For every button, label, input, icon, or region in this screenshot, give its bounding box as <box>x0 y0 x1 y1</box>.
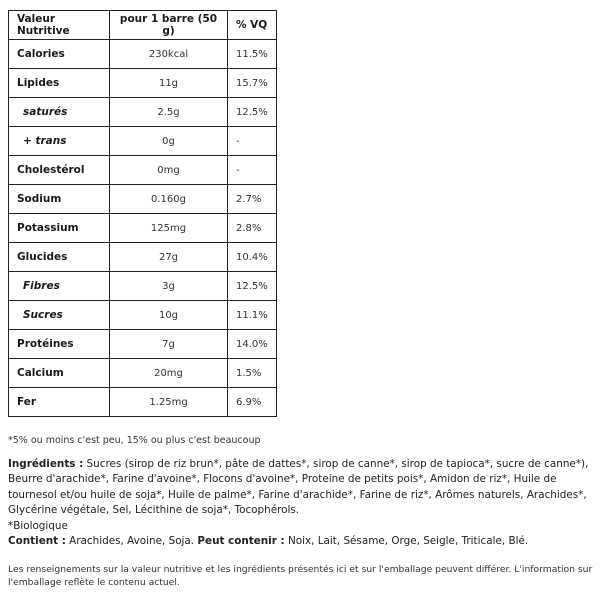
allergens-line <box>8 534 596 549</box>
organic-note: *Biologique <box>8 519 68 532</box>
header-serving: pour 1 barre (50 g) <box>110 11 228 40</box>
nutrient-amount: 3g <box>110 272 228 301</box>
table-row <box>9 330 277 359</box>
nutrient-dv: 15.7% <box>228 69 277 98</box>
nutrient-dv: 2.7% <box>228 185 277 214</box>
may-contain-label: Peut contenir : <box>197 535 285 548</box>
table-row <box>9 272 277 301</box>
ingredients-text: Sucres (sirop de riz brun*, pâte de dattes*, sirop de canne*, sirop de tapioca*, sucre de canne*), Beurre d'arachide*, Farine d'avoine*, Flocons d'avoine*, Proteine de petits pois*, Amidon de riz*, Huile de tournesol et/ou huile de soja*, Huile de palme*, Farine d'arachide*, Farine de riz*, Arômes naturels, Arachides*, Glycérine végétale, Sel, Lécithine de soja*, Tocophérols. <box>8 458 589 517</box>
table-row <box>9 214 277 243</box>
table-row <box>9 69 277 98</box>
nutrient-amount: 125mg <box>110 214 228 243</box>
header-daily-value: % VQ <box>228 11 277 40</box>
nutrient-name: saturés <box>9 98 110 127</box>
nutrient-amount: 0g <box>110 127 228 156</box>
nutrient-name: Calcium <box>9 359 110 388</box>
nutrient-dv: 11.5% <box>228 40 277 69</box>
disclaimer-notice: Les renseignements sur la valeur nutritive et les ingrédients présentés ici et sur l'emballage peuvent différer. L'information sur l'emballage reflète le contenu actuel. <box>8 564 593 588</box>
nutrient-dv: - <box>228 127 277 156</box>
header-nutrient: Valeur Nutritive <box>9 11 110 40</box>
table-header-row <box>9 11 277 40</box>
table-row <box>9 243 277 272</box>
nutrient-name: Fer <box>9 388 110 417</box>
nutrient-dv: 14.0% <box>228 330 277 359</box>
nutrient-name: + trans <box>9 127 110 156</box>
nutrient-dv: - <box>228 156 277 185</box>
nutrient-amount: 10g <box>110 301 228 330</box>
nutrient-amount: 7g <box>110 330 228 359</box>
table-row <box>9 98 277 127</box>
ingredients-section <box>8 457 596 549</box>
nutrient-dv: 6.9% <box>228 388 277 417</box>
nutrient-name: Glucides <box>9 243 110 272</box>
nutrient-amount: 27g <box>110 243 228 272</box>
nutrient-name: Protéines <box>9 330 110 359</box>
nutrient-name: Sucres <box>9 301 110 330</box>
may-contain-text: Noix, Lait, Sésame, Orge, Seigle, Triticale, Blé. <box>284 535 529 548</box>
nutrient-name: Calories <box>9 40 110 69</box>
nutrient-dv: 2.8% <box>228 214 277 243</box>
contains-text: Arachides, Avoine, Soja. <box>65 535 198 548</box>
contains-label: Contient : <box>8 535 66 548</box>
nutrient-amount: 230kcal <box>110 40 228 69</box>
nutrient-amount: 11g <box>110 69 228 98</box>
nutrient-dv: 1.5% <box>228 359 277 388</box>
table-row <box>9 40 277 69</box>
nutrient-dv: 12.5% <box>228 98 277 127</box>
nutrient-name: Potassium <box>9 214 110 243</box>
nutrient-name: Lipides <box>9 69 110 98</box>
nutrient-amount: 1.25mg <box>110 388 228 417</box>
nutrient-name: Sodium <box>9 185 110 214</box>
table-row <box>9 127 277 156</box>
table-row <box>9 359 277 388</box>
nutrient-amount: 20mg <box>110 359 228 388</box>
nutrient-dv: 12.5% <box>228 272 277 301</box>
nutrient-dv: 10.4% <box>228 243 277 272</box>
nutrient-amount: 2.5g <box>110 98 228 127</box>
ingredients-paragraph <box>8 457 596 519</box>
nutrient-name: Cholestérol <box>9 156 110 185</box>
ingredients-label: Ingrédients : <box>8 458 84 470</box>
nutrient-amount: 0mg <box>110 156 228 185</box>
nutrition-facts-table <box>8 10 277 417</box>
daily-value-footnote: *5% ou moins c'est peu, 15% ou plus c'est beaucoup <box>8 435 261 446</box>
table-row <box>9 156 277 185</box>
nutrient-name: Fibres <box>9 272 110 301</box>
table-row <box>9 301 277 330</box>
table-row <box>9 185 277 214</box>
nutrient-dv: 11.1% <box>228 301 277 330</box>
nutrient-amount: 0.160g <box>110 185 228 214</box>
table-row <box>9 388 277 417</box>
